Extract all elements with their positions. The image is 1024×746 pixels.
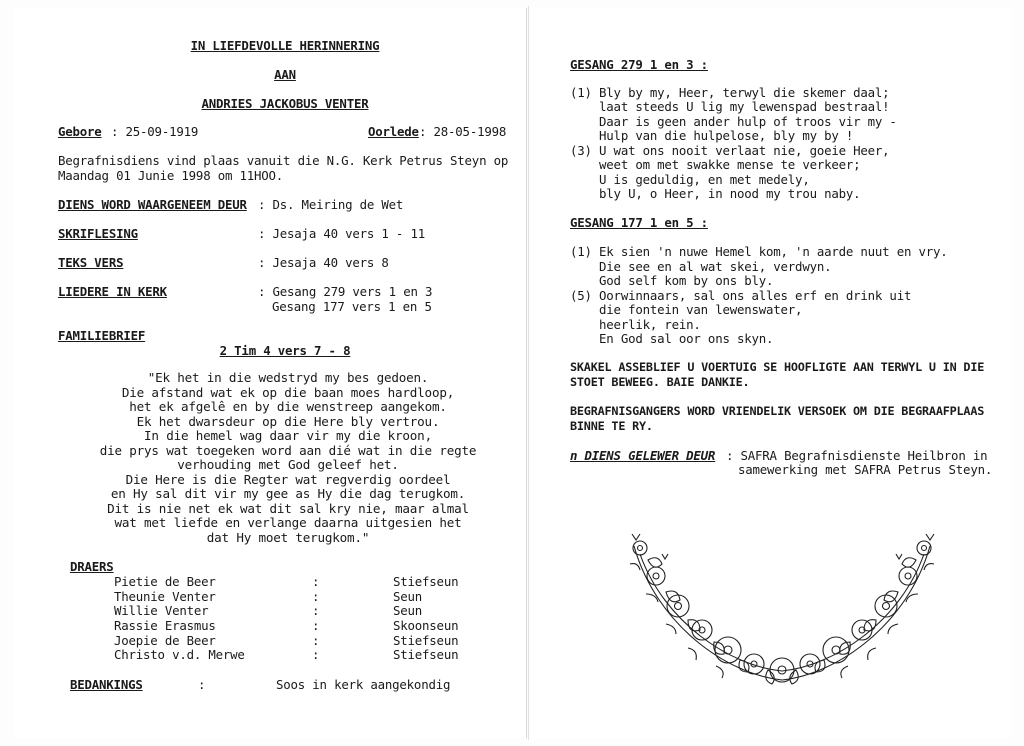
quote-line: "Ek het in die wedstryd my bes gedoen. [147,370,429,385]
bearer-relation: Seun [393,589,423,604]
page-fold [528,6,529,740]
scripture-reading-value: : Jesaja 40 vers 1 - 11 [258,226,425,241]
text-verse-value: : Jesaja 40 vers 8 [258,255,389,270]
quote-line: het ek afgelê en by die wenstreep aangekom. [129,399,447,414]
bearer-name: Rassie Erasmus [114,618,216,633]
hymn-177-line: (1) Ek sien 'n nuwe Hemel kom, 'n aarde nuut en vry. [570,244,948,259]
born-label: Gebore [58,124,102,139]
thanks-value: Soos in kerk aangekondig [276,677,451,692]
hymn-279-title: GESANG 279 1 en 3 : [570,57,708,72]
heading-aan: AAN [274,67,296,82]
hymn-279-line: U is geduldig, en met medely, [570,172,810,187]
bearers-label: DRAERS [70,559,114,574]
bearer-name: Joepie de Beer [114,633,216,648]
quote-line: Die afstand wat ek op die baan moes hardloop, [121,385,455,400]
bearer-separator: : [312,618,320,633]
quote-line: Die Here is die Regter wat regverdig oordeel [125,472,451,487]
service-by-value-2: samewerking met SAFRA Petrus Steyn. [738,462,993,477]
hymns-label: LIEDERE IN KERK [58,284,167,299]
bearer-name: Theunie Venter [114,589,216,604]
cemetery-notice-2: BINNE TE RY. [570,419,653,433]
hymn-177-line: En God sal oor ons skyn. [570,331,774,346]
quote-line: wat met liefde en verlange daarna uitgesien het [114,515,462,530]
bearer-name: Pietie de Beer [114,574,216,589]
bearer-separator: : [312,589,320,604]
bearer-relation: Stiefseun [393,574,459,589]
hymns-value-2: Gesang 177 vers 1 en 5 [272,299,432,314]
born-value: : 25-09-1919 [111,124,199,139]
hymn-279-line: bly U, o Heer, in nood my trou naby. [570,186,861,201]
hymn-177-line: God self kom by ons bly. [570,273,774,288]
died-label: Oorlede [368,124,419,139]
quote-line: In die hemel wag daar vir my die kroon, [144,428,432,443]
bearer-separator: : [312,647,320,662]
hymn-279-line: (1) Bly by my, Heer, terwyl die skemer daal; [570,85,890,100]
scripture-reference: 2 Tim 4 vers 7 - 8 [219,343,351,358]
service-line-1: Begrafnisdiens vind plaas vanuit die N.G. Kerk Petrus Steyn op [58,153,509,168]
bearer-name: Willie Venter [114,603,209,618]
hymn-177-title: GESANG 177 1 en 5 : [570,215,708,230]
hymn-279-line: Daar is geen ander hulp of troos vir my - [570,114,897,129]
bearer-separator: : [312,603,320,618]
officiant-label: DIENS WORD WAARGENEEM DEUR [58,197,247,212]
bearer-name: Christo v.d. Merwe [114,647,245,662]
bearer-separator: : [312,574,320,589]
quote-line: Ek het dwarsdeur op die Here bly vertrou. [136,414,440,429]
quote-line: en Hy sal dit vir my gee as Hy die dag terugkom. [110,486,466,501]
floral-wreath-icon [626,524,938,694]
text-verse-label: TEKS VERS [58,255,124,270]
officiant-value: : Ds. Meiring de Wet [258,197,404,212]
quote-line: verhouding met God geleef het. [177,457,399,472]
headlights-notice-2: STOET BEWEEG. BAIE DANKIE. [570,375,750,389]
heading-in-memory: IN LIEFDEVOLLE HERINNERING [190,38,380,53]
hymn-279-line: laat steeds U lig my lewenspad bestraal! [570,99,890,114]
thanks-label: BEDANKINGS [70,677,143,692]
hymn-279-line: weet om met swakke mense te verkeer; [570,157,861,172]
headlights-notice-1: SKAKEL ASSEBLIEF U VOERTUIG SE HOOFLIGTE AAN TERWYL U IN DIE [570,360,985,374]
family-letter-label: FAMILIEBRIEF [58,328,146,343]
quote-line: Dit is nie net ek wat dit sal kry nie, maar almal [107,501,469,516]
died-value: : 28-05-1998 [419,124,507,139]
bearer-relation: Stiefseun [393,633,459,648]
hymn-279-line: (3) U wat ons nooit verlaat nie, goeie Heer, [570,143,890,158]
hymn-279-line: Hulp van die hulpelose, bly my by ! [570,128,854,143]
service-line-2: Maandag 01 Junie 1998 om 11HOO. [58,168,284,183]
hymn-177-line: (5) Oorwinnaars, sal ons alles erf en drink uit [570,288,912,303]
hymn-177-line: die fontein van lewenswater, [570,302,803,317]
hymns-value-1: : Gesang 279 vers 1 en 3 [258,284,433,299]
scripture-reading-label: SKRIFLESING [58,226,138,241]
bearer-relation: Skoonseun [393,618,459,633]
service-by-label: n DIENS GELEWER DEUR [570,448,716,463]
service-by-value: : SAFRA Begrafnisdienste Heilbron in [726,448,988,463]
hymn-177-line: Die see en al wat skei, verdwyn. [570,259,832,274]
thanks-separator: : [198,677,206,692]
bearer-separator: : [312,633,320,648]
cemetery-notice-1: BEGRAFNISGANGERS WORD VRIENDELIK VERSOEK OM DIE BEGRAAFPLAAS [570,404,985,418]
bearer-relation: Seun [393,603,423,618]
deceased-name: ANDRIES JACKOBUS VENTER [201,96,369,111]
quote-line: dat Hy moet terugkom." [206,530,370,545]
hymn-177-line: heerlik, rein. [570,317,701,332]
bearer-relation: Stiefseun [393,647,459,662]
quote-line: die prys wat toegeken word aan dié wat in die regte [99,443,477,458]
